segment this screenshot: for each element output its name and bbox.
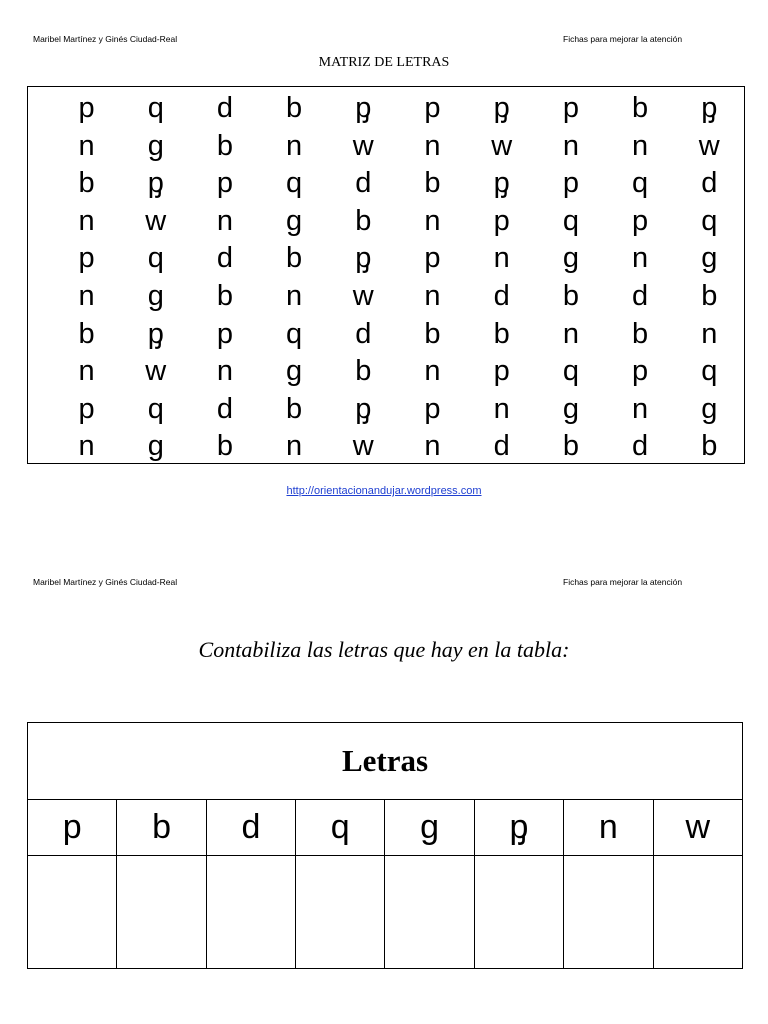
matrix-cell: q bbox=[147, 92, 164, 124]
answer-cell[interactable] bbox=[296, 856, 385, 969]
matrix-cell: d bbox=[216, 92, 234, 124]
matrix-cell: b bbox=[355, 204, 372, 237]
answer-cell[interactable] bbox=[474, 856, 563, 969]
matrix-cell: p bbox=[562, 92, 579, 124]
matrix-cell: n bbox=[631, 129, 649, 162]
count-table-header: Letras bbox=[28, 723, 743, 800]
matrix-cell: ᶈ bbox=[701, 92, 718, 124]
matrix-cell: p bbox=[78, 92, 95, 124]
matrix-cell: b bbox=[424, 167, 441, 200]
matrix-cell: q bbox=[562, 204, 579, 237]
matrix-row bbox=[52, 278, 744, 316]
matrix-row bbox=[52, 203, 744, 241]
matrix-cell: b bbox=[216, 279, 234, 312]
website-link[interactable]: http://orientacionandujar.wordpress.com bbox=[286, 485, 482, 497]
matrix-cell: ᶈ bbox=[493, 167, 510, 200]
matrix-cell: q bbox=[631, 167, 649, 200]
matrix-cell: n bbox=[216, 204, 234, 237]
matrix-cell: n bbox=[285, 430, 303, 463]
matrix-cell: w bbox=[352, 430, 374, 463]
matrix-cell: p bbox=[216, 317, 234, 350]
letter-cell: b bbox=[117, 800, 206, 856]
matrix-cell: n bbox=[424, 129, 441, 162]
matrix-cell: b bbox=[701, 430, 718, 463]
answer-cell[interactable] bbox=[653, 856, 742, 969]
matrix-cell: g bbox=[285, 355, 303, 388]
matrix-cell: b bbox=[355, 355, 372, 388]
matrix-cell: b bbox=[631, 92, 649, 124]
answer-cell[interactable] bbox=[206, 856, 295, 969]
matrix-cell: n bbox=[285, 279, 303, 312]
matrix-row bbox=[52, 165, 744, 203]
instruction-text: Contabiliza las letras que hay en la tabla: bbox=[198, 637, 570, 662]
matrix-cell: ᶈ bbox=[493, 92, 510, 124]
matrix-cell: q bbox=[285, 167, 303, 200]
matrix-cell: g bbox=[562, 392, 579, 425]
matrix-row bbox=[52, 428, 744, 466]
matrix-cell: w bbox=[145, 355, 167, 388]
letter-cell: q bbox=[296, 800, 385, 856]
matrix-cell: b bbox=[631, 317, 649, 350]
matrix-cell: d bbox=[355, 317, 372, 350]
matrix-cell: q bbox=[562, 355, 579, 388]
header-authors-2: Maribel Martínez y Ginés Ciudad-Real bbox=[33, 577, 178, 587]
matrix-row bbox=[52, 90, 744, 128]
matrix-cell: p bbox=[562, 167, 579, 200]
header-authors: Maribel Martínez y Ginés Ciudad-Real bbox=[33, 34, 178, 44]
matrix-cell: d bbox=[701, 167, 718, 200]
matrix-cell: n bbox=[701, 317, 718, 350]
matrix-cell: g bbox=[701, 392, 718, 425]
matrix-cell: b bbox=[285, 92, 303, 124]
matrix-cell: n bbox=[493, 242, 510, 275]
matrix-cell: b bbox=[216, 430, 234, 463]
matrix-cell: n bbox=[78, 204, 95, 237]
matrix-row bbox=[52, 353, 744, 391]
letter-cell: g bbox=[385, 800, 474, 856]
letter-cell: p bbox=[28, 800, 117, 856]
matrix-cell: b bbox=[216, 129, 234, 162]
matrix-cell: b bbox=[285, 392, 303, 425]
letter-cell: w bbox=[653, 800, 742, 856]
answer-cell[interactable] bbox=[117, 856, 206, 969]
matrix-cell: q bbox=[701, 355, 718, 388]
matrix-cell: ᶈ bbox=[355, 242, 372, 275]
matrix-cell: b bbox=[285, 242, 303, 275]
matrix-cell: p bbox=[631, 204, 649, 237]
matrix-cell: n bbox=[424, 355, 441, 388]
page-title: MATRIZ DE LETRAS bbox=[318, 55, 450, 70]
matrix-cell: q bbox=[285, 317, 303, 350]
matrix-cell: b bbox=[562, 430, 579, 463]
matrix-cell: ᶈ bbox=[355, 392, 372, 425]
matrix-cell: d bbox=[493, 430, 510, 463]
answer-cell[interactable] bbox=[28, 856, 117, 969]
matrix-cell: g bbox=[147, 129, 164, 162]
matrix-cell: b bbox=[562, 279, 579, 312]
matrix-cell: g bbox=[147, 430, 164, 463]
matrix-cell: w bbox=[145, 204, 167, 237]
matrix-cell: w bbox=[491, 129, 513, 162]
matrix-cell: n bbox=[216, 355, 234, 388]
matrix-cell: w bbox=[352, 279, 374, 312]
matrix-cell: p bbox=[631, 355, 649, 388]
matrix-cell: n bbox=[424, 279, 441, 312]
matrix-cell: b bbox=[78, 317, 95, 350]
answer-cell[interactable] bbox=[564, 856, 653, 969]
letter-cell: d bbox=[206, 800, 295, 856]
letter-matrix-grid bbox=[52, 90, 744, 466]
matrix-cell: d bbox=[493, 279, 510, 312]
matrix-cell: n bbox=[562, 129, 579, 162]
letters-row bbox=[28, 800, 743, 856]
matrix-row bbox=[52, 391, 744, 429]
matrix-cell: b bbox=[424, 317, 441, 350]
matrix-cell: p bbox=[78, 392, 95, 425]
matrix-row bbox=[52, 128, 744, 166]
matrix-cell: d bbox=[216, 392, 234, 425]
website-link-wrapper bbox=[0, 485, 768, 497]
matrix-cell: q bbox=[147, 392, 164, 425]
matrix-cell: n bbox=[285, 129, 303, 162]
letter-matrix bbox=[27, 86, 745, 464]
header-series: Fichas para mejorar la atención bbox=[563, 34, 683, 44]
matrix-cell: n bbox=[424, 430, 441, 463]
matrix-cell: p bbox=[216, 167, 234, 200]
matrix-row bbox=[52, 316, 744, 354]
matrix-cell: g bbox=[147, 279, 164, 312]
matrix-cell: n bbox=[78, 129, 95, 162]
matrix-cell: ᶈ bbox=[355, 92, 372, 124]
answer-row bbox=[28, 856, 743, 969]
matrix-cell: n bbox=[631, 392, 649, 425]
matrix-cell: q bbox=[147, 242, 164, 275]
letter-cell: n bbox=[564, 800, 653, 856]
matrix-cell: b bbox=[493, 317, 510, 350]
matrix-cell: b bbox=[78, 167, 95, 200]
matrix-cell: d bbox=[216, 242, 234, 275]
matrix-cell: w bbox=[698, 129, 720, 162]
count-table bbox=[27, 722, 743, 969]
matrix-cell: n bbox=[78, 430, 95, 463]
matrix-cell: b bbox=[701, 279, 718, 312]
matrix-cell: n bbox=[493, 392, 510, 425]
matrix-cell: g bbox=[701, 242, 718, 275]
letter-cell: ᶈ bbox=[474, 800, 563, 856]
matrix-cell: p bbox=[424, 242, 441, 275]
matrix-cell: d bbox=[355, 167, 372, 200]
matrix-cell: w bbox=[352, 129, 374, 162]
matrix-cell: n bbox=[562, 317, 579, 350]
matrix-cell: p bbox=[424, 392, 441, 425]
matrix-row bbox=[52, 240, 744, 278]
matrix-cell: p bbox=[424, 92, 441, 124]
matrix-cell: g bbox=[562, 242, 579, 275]
matrix-cell: g bbox=[285, 204, 303, 237]
matrix-cell: d bbox=[631, 279, 649, 312]
matrix-cell: n bbox=[78, 279, 95, 312]
matrix-cell: p bbox=[493, 355, 510, 388]
answer-cell[interactable] bbox=[385, 856, 474, 969]
matrix-cell: d bbox=[631, 430, 649, 463]
matrix-cell: n bbox=[631, 242, 649, 275]
matrix-cell: p bbox=[78, 242, 95, 275]
matrix-cell: q bbox=[701, 204, 718, 237]
matrix-cell: p bbox=[493, 204, 510, 237]
matrix-cell: ᶈ bbox=[147, 167, 164, 200]
matrix-cell: ᶈ bbox=[147, 317, 164, 350]
matrix-cell: n bbox=[424, 204, 441, 237]
header-series-2: Fichas para mejorar la atención bbox=[563, 577, 683, 587]
matrix-cell: n bbox=[78, 355, 95, 388]
